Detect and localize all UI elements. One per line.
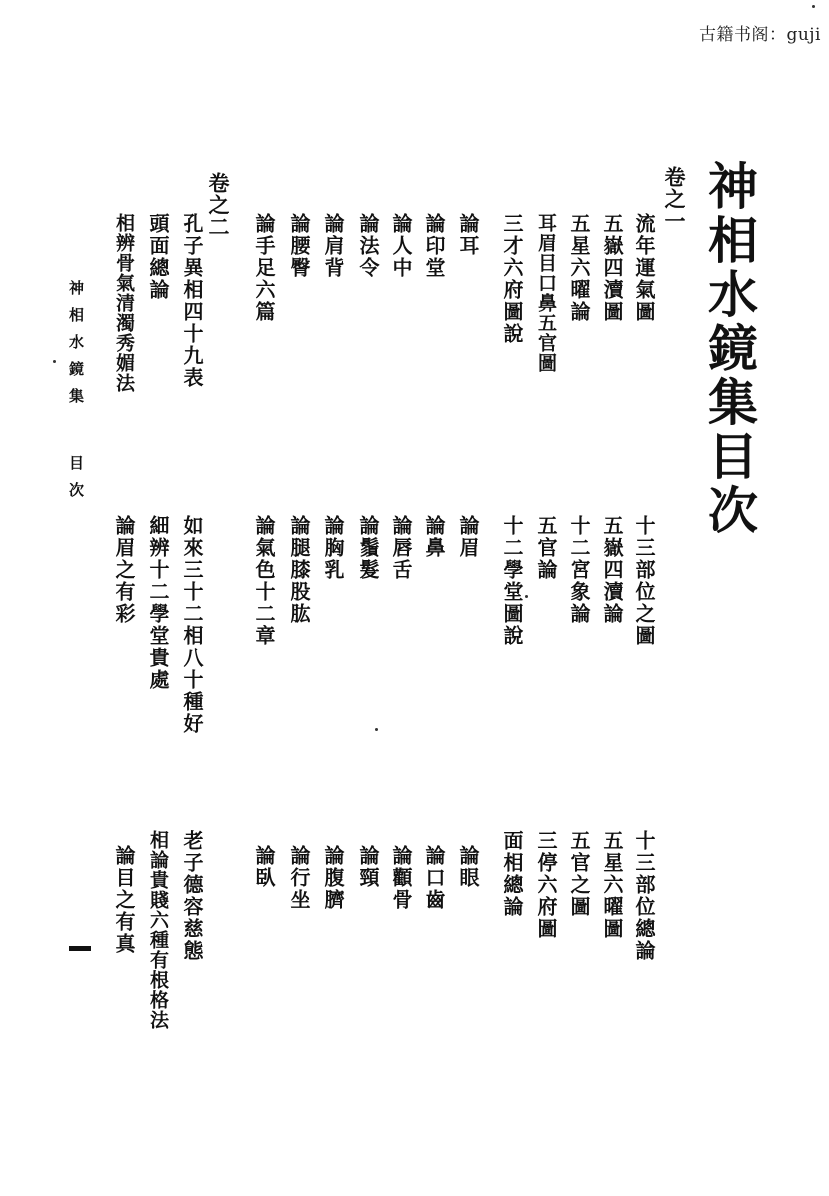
page-title: 神相水鏡集目次 (700, 160, 759, 538)
volume-2-label: 卷之二 (206, 172, 231, 238)
toc-entry: 三停六府圖 (534, 830, 558, 940)
toc-entry: 細辨十二學堂貴處 (146, 515, 170, 691)
toc-entry: 論口齒 (422, 845, 446, 911)
book-name: 神相水鏡集 (67, 280, 85, 415)
toc-entry: 三才六府圖說 (500, 213, 524, 345)
toc-entry: 論氣色十二章 (252, 515, 276, 647)
speck (375, 728, 378, 731)
toc-entry: 論法令 (356, 213, 380, 279)
toc-entry: 十二宮象論 (567, 515, 591, 625)
section-name: 目次 (67, 455, 85, 509)
speck (53, 360, 56, 363)
toc-entry: 五官論 (534, 515, 558, 581)
toc-entry: 頭面總論 (146, 213, 170, 301)
toc-entry: 相辨骨氣清濁秀媚法 (113, 213, 135, 393)
toc-entry: 五官之圖 (567, 830, 591, 918)
toc-entry: 孔子異相四十九表 (180, 213, 204, 389)
toc-entry: 面相總論 (500, 830, 524, 918)
toc-entry: 論印堂 (422, 213, 446, 279)
toc-entry: 五嶽四瀆圖 (600, 213, 624, 323)
toc-entry: 論鬚髮 (356, 515, 380, 581)
toc-entry: 論頸 (356, 845, 380, 889)
toc-entry: 論眉之有彩 (112, 515, 136, 625)
toc-entry: 五星六曜圖 (600, 830, 624, 940)
toc-entry: 論眼 (456, 845, 480, 889)
volume-1-label: 卷之一 (662, 166, 687, 232)
toc-entry: 十三部位之圖 (632, 515, 656, 647)
toc-entry: 五星六曜論 (567, 213, 591, 323)
toc-entry: 耳眉目口鼻五官圖 (535, 213, 557, 373)
toc-entry: 論目之有真 (112, 845, 136, 955)
toc-entry: 老子德容慈態 (180, 830, 204, 962)
toc-entry: 論鼻 (422, 515, 446, 559)
speck (525, 595, 528, 598)
toc-entry: 論腹臍 (321, 845, 345, 911)
toc-entry: 論臥 (252, 845, 276, 889)
toc-entry: 相論貴賤六種有根格法 (147, 830, 169, 1030)
book-margin-title (68, 280, 83, 509)
toc-entry: 十二學堂圖說 (500, 515, 524, 647)
toc-entry: 五嶽四瀆論 (600, 515, 624, 625)
watermark: 古籍书阁：guji (698, 25, 821, 45)
toc-entry: 論眉 (456, 515, 480, 559)
speck (812, 5, 815, 8)
toc-entry: 論行坐 (287, 845, 311, 911)
toc-entry: 十三部位總論 (632, 830, 656, 962)
toc-entry: 論手足六篇 (252, 213, 276, 323)
toc-entry: 論耳 (456, 213, 480, 257)
toc-entry: 如來三十二相八十種好 (180, 515, 204, 735)
toc-entry: 論唇舌 (389, 515, 413, 581)
toc-entry: 論腿膝股肱 (287, 515, 311, 625)
toc-entry: 論肩背 (321, 213, 345, 279)
toc-entry: 流年運氣圖 (632, 213, 656, 323)
toc-entry: 論人中 (389, 213, 413, 279)
toc-entry: 論顴骨 (389, 845, 413, 911)
toc-entry: 論腰臀 (287, 213, 311, 279)
toc-entry: 論胸乳 (321, 515, 345, 581)
page-number (69, 946, 91, 951)
